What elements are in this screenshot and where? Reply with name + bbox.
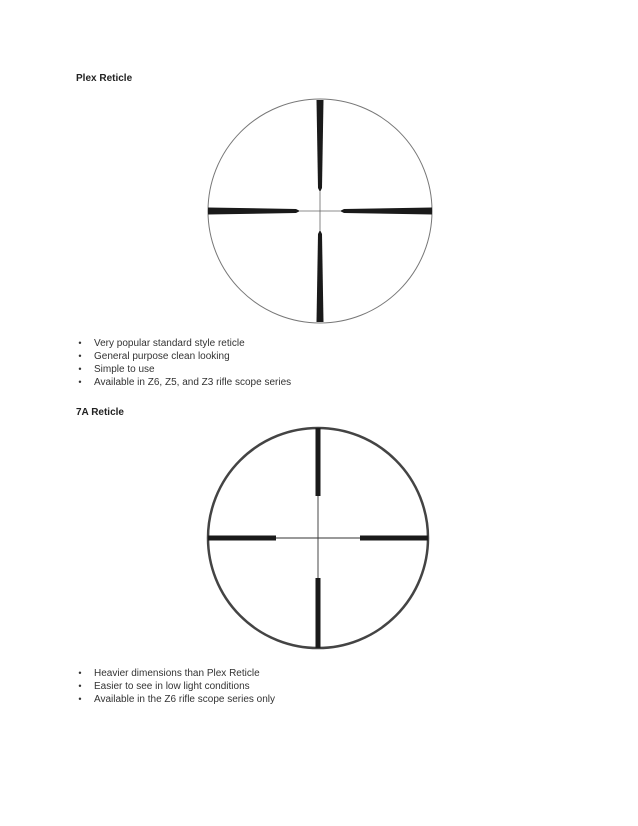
bullet-icon: • — [78, 377, 82, 387]
list-item — [76, 693, 275, 706]
bullet-icon: • — [78, 351, 82, 361]
7a-reticle-icon — [200, 422, 440, 658]
7a-reticle-heading: 7A Reticle — [76, 407, 124, 418]
list-item — [76, 337, 291, 350]
list-item — [76, 350, 291, 363]
bullet-icon: • — [78, 694, 82, 704]
7a-right-post — [360, 536, 428, 541]
bullet-text: Available in the Z6 rifle scope series only — [94, 694, 276, 705]
bullet-text: Easier to see in low light conditions — [94, 681, 250, 692]
list-item — [76, 667, 275, 680]
plex-top-post — [317, 100, 324, 192]
7a-bottom-post — [316, 578, 321, 648]
plex-bullet-list — [76, 337, 291, 389]
plex-reticle-heading: Plex Reticle — [76, 73, 133, 84]
bullet-text: Simple to use — [94, 364, 155, 375]
7a-bullet-list — [76, 667, 275, 706]
bullet-icon: • — [78, 338, 82, 348]
bullet-text: General purpose clean looking — [94, 351, 230, 362]
plex-right-post — [340, 208, 432, 215]
plex-reticle-icon — [200, 94, 440, 330]
7a-top-post — [316, 428, 321, 496]
bullet-text: Heavier dimensions than Plex Reticle — [94, 668, 260, 679]
list-item — [76, 376, 291, 389]
bullet-icon: • — [78, 668, 82, 678]
list-item — [76, 363, 291, 376]
bullet-text: Available in Z6, Z5, and Z3 rifle scope series — [94, 377, 292, 388]
7a-left-post — [208, 536, 276, 541]
plex-left-post — [208, 208, 300, 215]
plex-bottom-post — [317, 230, 324, 322]
bullet-icon: • — [78, 681, 82, 691]
list-item — [76, 680, 275, 693]
bullet-icon: • — [78, 364, 82, 374]
bullet-text: Very popular standard style reticle — [94, 338, 245, 349]
